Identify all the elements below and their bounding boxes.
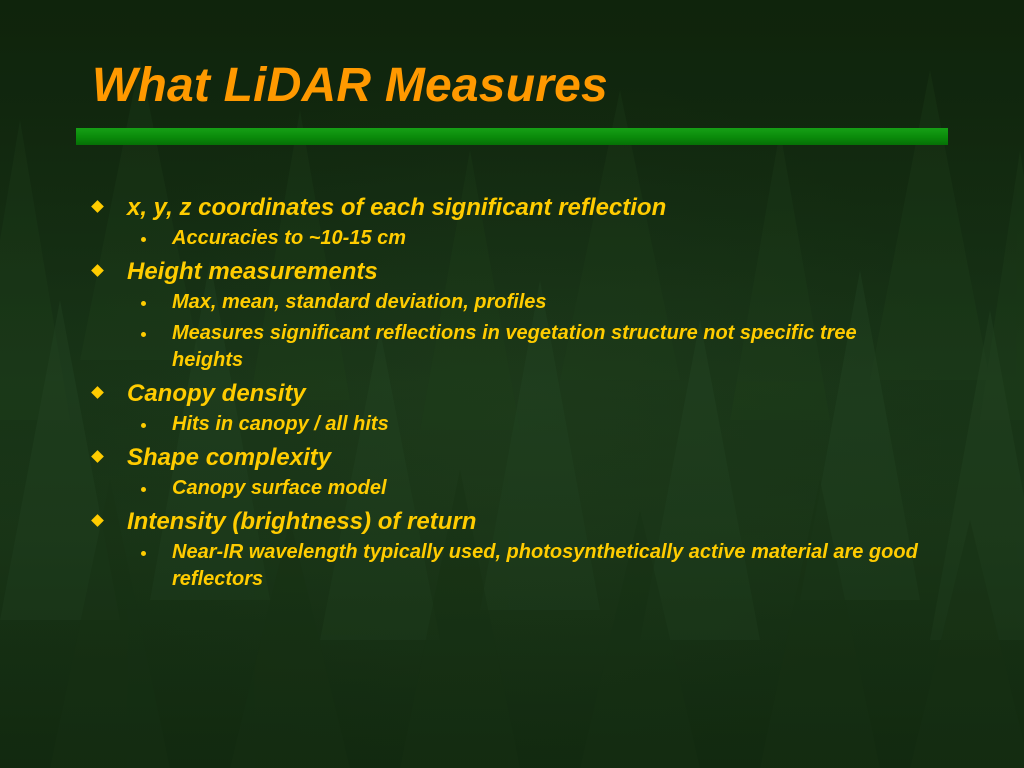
bullet-text: Canopy density: [127, 380, 306, 407]
sub-bullet-text: Hits in canopy / all hits: [172, 413, 389, 435]
sub-bullet-text: Near-IR wavelength typically used, photosynthetically active material are good reflectors: [172, 541, 918, 590]
sub-bullet-list: [127, 411, 920, 438]
bullet-list: [90, 192, 920, 593]
bullet-item: [90, 442, 920, 502]
sub-bullet-item: [127, 289, 920, 316]
dot-bullet-icon: [141, 332, 146, 337]
sub-bullet-text: Accuracies to ~10-15 cm: [172, 227, 407, 249]
diamond-bullet-icon: [91, 450, 104, 463]
bullet-item: [90, 506, 920, 593]
title-underline: [76, 128, 948, 145]
bullet-text: Shape complexity: [127, 444, 332, 471]
dot-bullet-icon: [141, 301, 146, 306]
dot-bullet-icon: [141, 551, 146, 556]
sub-bullet-text: Max, mean, standard deviation, profiles: [172, 291, 547, 313]
slide-title: What LiDAR Measures: [92, 59, 608, 112]
diamond-bullet-icon: [91, 514, 104, 527]
bullet-item: [90, 192, 920, 252]
dot-bullet-icon: [141, 237, 146, 242]
sub-bullet-item: [127, 475, 920, 502]
bullet-text: x, y, z coordinates of each significant reflection: [127, 194, 667, 221]
dot-bullet-icon: [141, 487, 146, 492]
sub-bullet-list: [127, 475, 920, 502]
sub-bullet-item: [127, 411, 920, 438]
sub-bullet-list: [127, 289, 920, 374]
bullet-item: [90, 256, 920, 374]
diamond-bullet-icon: [91, 200, 104, 213]
sub-bullet-item: [127, 320, 920, 374]
sub-bullet-text: Measures significant reflections in vegetation structure not specific tree heights: [172, 322, 857, 371]
diamond-bullet-icon: [91, 386, 104, 399]
bullet-text: Intensity (brightness) of return: [127, 508, 477, 535]
bullet-text: Height measurements: [127, 258, 378, 285]
sub-bullet-list: [127, 225, 920, 252]
dot-bullet-icon: [141, 423, 146, 428]
sub-bullet-text: Canopy surface model: [172, 477, 387, 499]
sub-bullet-list: [127, 539, 920, 593]
sub-bullet-item: [127, 539, 920, 593]
diamond-bullet-icon: [91, 264, 104, 277]
sub-bullet-item: [127, 225, 920, 252]
bullet-item: [90, 378, 920, 438]
